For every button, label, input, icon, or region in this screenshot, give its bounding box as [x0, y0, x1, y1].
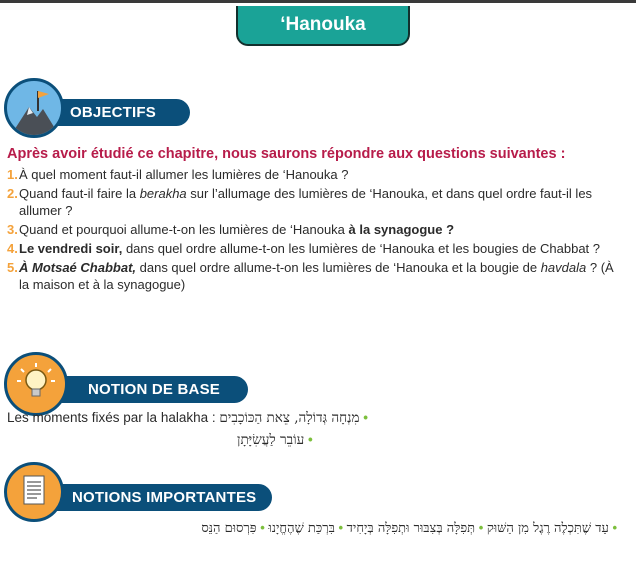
notions-importantes-banner — [4, 462, 274, 520]
chapter-title-tab — [236, 6, 410, 46]
bullet-dot: • — [478, 520, 484, 535]
question-number: 5. — [7, 260, 18, 275]
question-term: berakha — [139, 186, 187, 201]
question-text: Quand faut-il faire la — [19, 186, 140, 201]
question-number: 4. — [7, 241, 18, 256]
question-item — [7, 221, 627, 238]
question-text: sur l’allumage des lumières de ‘Hanouka, et dans quel ordre faut-il les allumer ? — [19, 186, 593, 218]
bullet-dot: • — [612, 520, 617, 535]
notion-base-label: Les moments fixés par la halakha : — [7, 410, 216, 425]
question-number: 2. — [7, 186, 18, 201]
bullet-dot: • — [260, 520, 265, 535]
notions-importantes-bar — [30, 484, 272, 511]
question-number: 3. — [7, 222, 18, 237]
question-number: 1. — [7, 167, 18, 182]
questions-list — [7, 166, 627, 295]
notions-importantes-line — [7, 520, 617, 536]
document-icon — [4, 462, 64, 522]
important-term: פִּרְסוּם הַנֵּס — [201, 521, 257, 536]
question-text: dans quel ordre allume-t-on les lumières de ‘Hanouka et la bougie de — [136, 260, 541, 275]
notion-base-line-2 — [237, 432, 313, 448]
objectifs-title: OBJECTIFS — [70, 104, 156, 121]
objectifs-banner — [4, 78, 174, 136]
question-term: havdala — [540, 260, 587, 275]
important-term: בִּרְכַּת שֶׁהֶחֱיָנוּ — [268, 521, 335, 536]
notion-base-banner — [4, 352, 234, 410]
questions-intro: Après avoir étudié ce chapitre, nous saurons répondre aux questions suivantes : — [7, 146, 566, 162]
bullet-dot: • — [363, 410, 368, 425]
question-text: dans quel ordre allume-t-on les lumières de ‘Hanouka et les bougies de Chabbat ? — [122, 241, 601, 256]
notions-importantes-title: NOTIONS IMPORTANTES — [72, 489, 257, 506]
question-text: ? (À la maison et à la synagogue) — [19, 260, 614, 292]
notion-base-line — [7, 410, 627, 426]
bullet-dot: • — [308, 432, 313, 447]
important-term: תְּפִלָּה בְּצִבּוּר וּתְפִלָּה בְּיָחִיד — [346, 521, 476, 536]
notion-base-term: עוֹבֵר לַעֲשִׂיָּתָן — [237, 432, 305, 448]
bullet-dot: • — [338, 520, 344, 535]
question-text: Quand et pourquoi allume-t-on les lumières de ‘Hanouka — [19, 222, 349, 237]
question-text: À quel moment faut-il allumer les lumières de ‘Hanouka ? — [19, 167, 349, 182]
question-item — [7, 185, 627, 219]
question-item — [7, 240, 627, 257]
notion-base-title: NOTION DE BASE — [88, 381, 220, 398]
mountain-flag-icon — [4, 78, 64, 138]
question-item — [7, 259, 627, 293]
question-emphasis: Le vendredi soir, — [19, 241, 123, 256]
notion-base-term: מִנְחָה גְּדוֹלָה, צֵאת הַכּוֹכָבִים — [219, 410, 360, 426]
question-emphasis: à la synagogue ? — [348, 222, 455, 237]
top-rule — [0, 0, 636, 3]
question-item — [7, 166, 627, 183]
lightbulb-icon — [4, 352, 68, 416]
chapter-title: ‘Hanouka — [280, 14, 366, 35]
question-emphasis: À Motsaé Chabbat, — [19, 260, 137, 275]
important-term: עַד שֶׁתִּכְלֶה רֶגֶל מִן הַשּׁוּק — [486, 521, 609, 536]
